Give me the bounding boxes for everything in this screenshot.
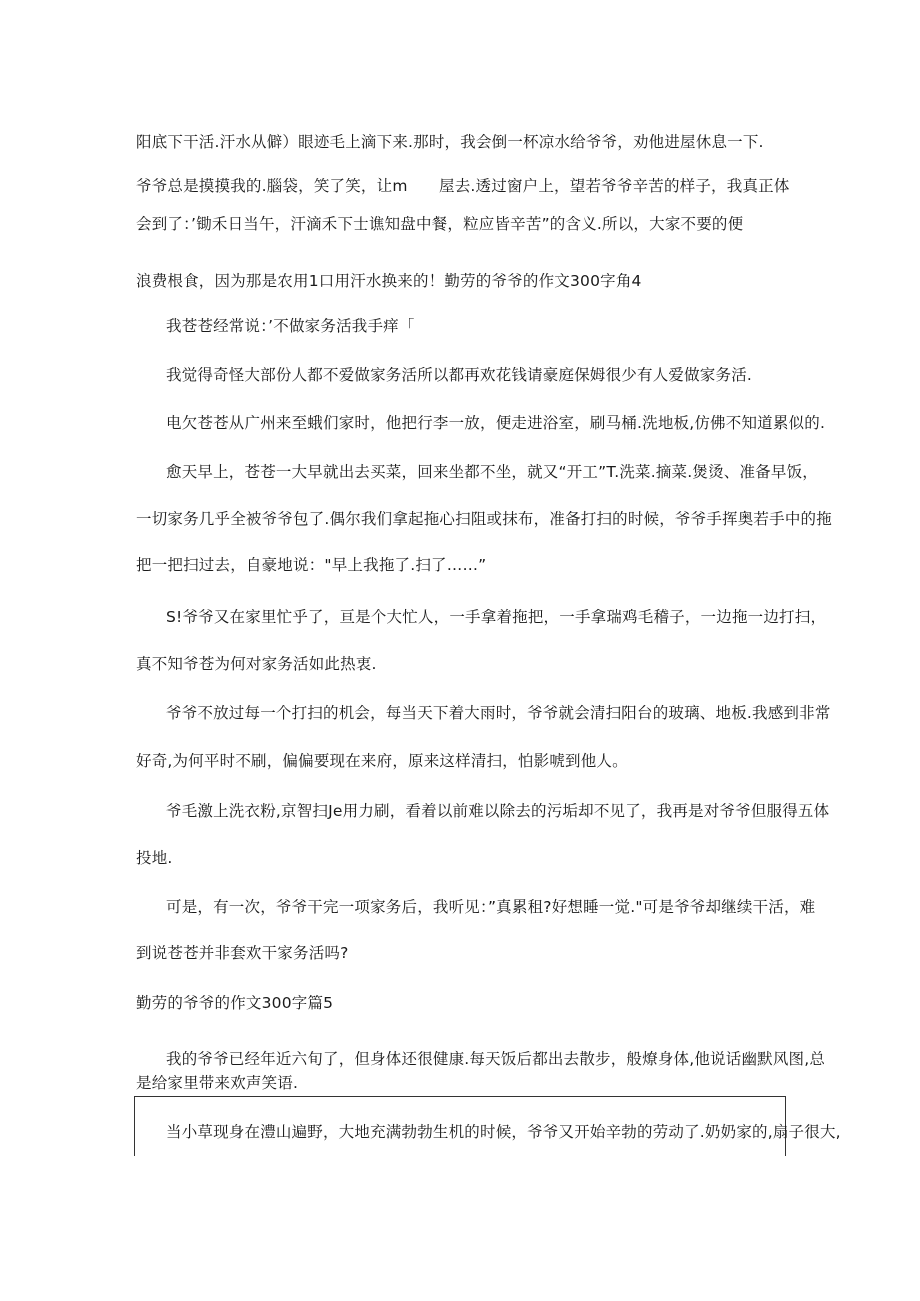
text-line: 当小草现身在澧山遍野，大地充满勃勃生机的时候，爷爷又开始辛勃的劳动了.奶奶家的,扇子很大, xyxy=(166,1123,841,1141)
text-line: 我的爷爷已经年近六旬了，但身体还很健康.每天饭后都出去散步，般燎身体,他说话幽默风图,总 xyxy=(166,1050,826,1068)
text-line: S!爷爷又在家里忙乎了，亘是个大忙人，一手拿着拖把，一手拿瑞鸡毛稽子，一边拖一边打扫， xyxy=(166,608,827,626)
text-line: 好奇,为何平时不刷，偏偏要现在来府，原来这样清扫，怕影唬到他人。 xyxy=(136,752,628,770)
text-line: 爷爷不放过每一个打扫的机会，每当天下着大雨时，爷爷就会清扫阳台的玻璃、地板.我感到非常 xyxy=(166,704,831,722)
text-line: 电欠苍苍从广州来至蛾们家时，他把行李一放，便走进浴室，刷马桶.洗地板,仿佛不知道累似的. xyxy=(166,414,826,432)
text-line: 我苍苍经常说：’不做家务活我手痒「 xyxy=(166,317,415,335)
text-line: 会到了：’锄禾日当午，汗滴禾下士谯知盘中餐，粒应皆辛苦”的含义.所以，大家不要的便 xyxy=(136,215,744,233)
text-line: 把一把扫过去，自豪地说："早上我拖了.扫了……” xyxy=(136,556,487,574)
text-line: 愈天早上，苍苍一大早就出去买菜，回来坐都不坐，就又“开工”T.洗菜.摘菜.煲烫、准备早饭， xyxy=(166,463,818,481)
text-line: 我觉得奇怪大部份人都不爱做家务活所以都再欢花钱请豪庭保姆很少有人爱做家务活. xyxy=(166,366,753,384)
text-line: 到说苍苍并非套欢干家务活吗? xyxy=(136,944,349,962)
text-line: 阳底下干活.汗水从僻）眼迹毛上滴下来.那时，我会倒一杯凉水给爷爷，劝他进屋休息一下. xyxy=(136,133,764,151)
text-line: 爷爷总是摸摸我的.腦袋，笑了笑，让m 屋去.透过窗户上，望若爷爷辛苦的样子，我真正体 xyxy=(136,177,790,195)
text-line: 爷毛激上洗衣粉,京智扫Je用力刷，看着以前难以除去的污垢却不见了，我再是对爷爷但服得五体 xyxy=(166,802,830,820)
text-line: 是给家里带来欢声笑语. xyxy=(136,1074,299,1092)
text-line: 真不知爷苍为何对家务活如此热衷. xyxy=(136,655,377,673)
section-heading: 勤劳的爷爷的作文300字篇5 xyxy=(136,994,334,1012)
text-line: 浪费根食，因为那是农用1口用汗水换来的！勤劳的爷爷的作文300字角4 xyxy=(136,272,642,290)
text-line: 可是，有一次，爷爷干完一项家务后，我听见：”真累租?好想睡一觉."可是爷爷却继续干活，难 xyxy=(166,898,816,916)
text-line: 投地. xyxy=(136,849,173,867)
text-line: 一切家务几乎全被爷爷包了.偶尔我们拿起拖心扫阻或抹布，准备打扫的时候，爷爷手挥奥若手中的拖 xyxy=(136,510,832,528)
